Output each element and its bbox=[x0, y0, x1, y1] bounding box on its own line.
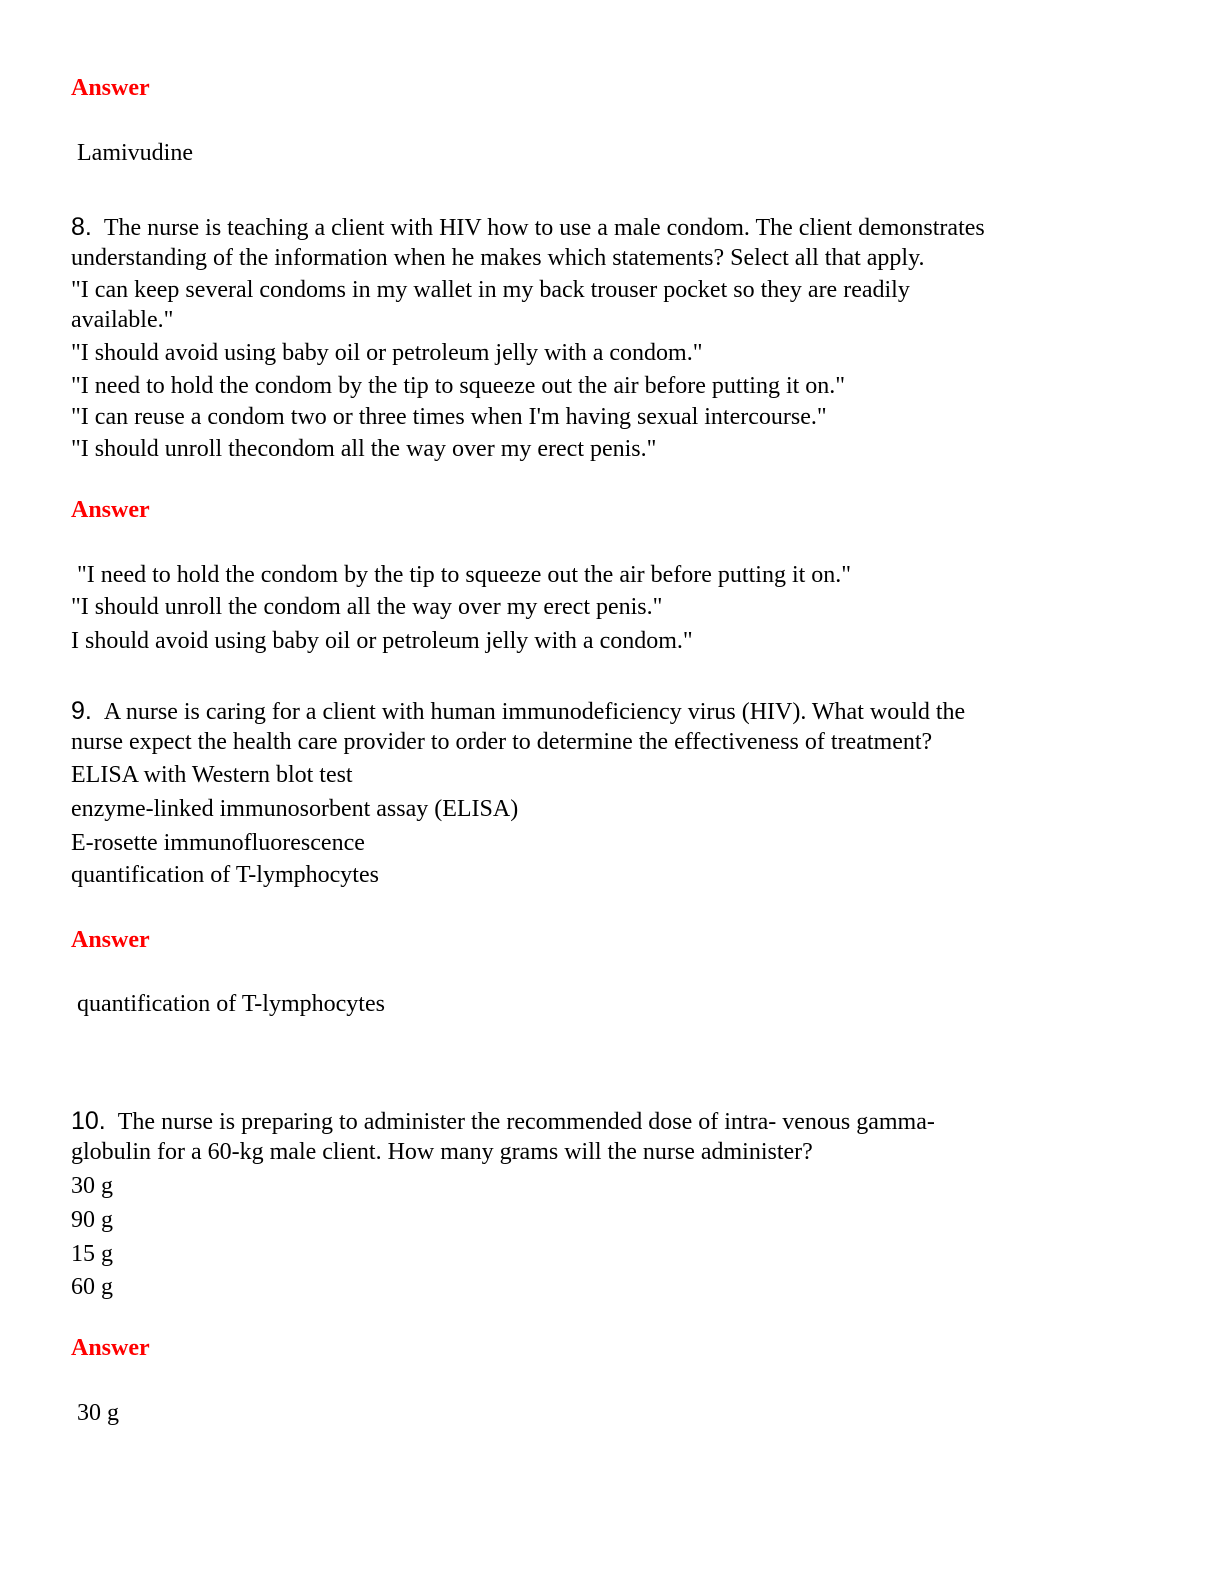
answer-label: Answer bbox=[71, 75, 150, 101]
option: E-rosette immunofluorescence bbox=[71, 830, 365, 856]
option: ELISA with Western blot test bbox=[71, 762, 353, 788]
answer-text bbox=[77, 138, 193, 168]
question-number: 10. bbox=[71, 1107, 106, 1135]
answer-line: "I need to hold the condom by the tip to squeeze out the air before putting it on." bbox=[77, 562, 852, 588]
question-stem: globulin for a 60-kg male client. How many grams will the nurse administer? bbox=[71, 1139, 813, 1165]
answer-label: Answer bbox=[71, 497, 150, 523]
answer-label: Answer bbox=[71, 1335, 150, 1361]
question-8 bbox=[71, 212, 1151, 464]
answer-line: 30 g bbox=[77, 1400, 119, 1426]
answer-line: quantification of T-lymphocytes bbox=[77, 991, 385, 1017]
answer-text bbox=[71, 592, 693, 656]
question-stem: understanding of the information when he makes which statements? Select all that apply. bbox=[71, 245, 925, 271]
option: "I need to hold the condom by the tip to squeeze out the air before putting it on." bbox=[71, 373, 846, 399]
answer-text bbox=[77, 989, 385, 1019]
option: enzyme-linked immunosorbent assay (ELISA) bbox=[71, 796, 519, 822]
answer-line: I should avoid using baby oil or petroleum jelly with a condom." bbox=[71, 628, 693, 654]
answer-text bbox=[77, 1398, 119, 1428]
question-number: 9. bbox=[71, 697, 92, 725]
option: 60 g bbox=[71, 1274, 113, 1300]
question-9 bbox=[71, 696, 1151, 890]
option: 90 g bbox=[71, 1207, 113, 1233]
option: available." bbox=[71, 307, 174, 333]
question-stem: 8. The nurse is teaching a client with HIV how to use a male condom. The client demonstrates bbox=[71, 213, 985, 241]
answer-line: Lamivudine bbox=[77, 140, 193, 166]
question-number: 8. bbox=[71, 213, 92, 241]
question-stem: 9. A nurse is caring for a client with human immunodeficiency virus (HIV). What would the bbox=[71, 697, 966, 725]
question-10 bbox=[71, 1106, 1151, 1302]
option: 15 g bbox=[71, 1241, 113, 1267]
answer-text bbox=[77, 560, 851, 590]
option: quantification of T-lymphocytes bbox=[71, 862, 379, 888]
answer-line: "I should unroll the condom all the way over my erect penis." bbox=[71, 594, 663, 620]
option: "I can reuse a condom two or three times when I'm having sexual intercourse." bbox=[71, 404, 827, 430]
question-stem: nurse expect the health care provider to order to determine the effectiveness of treatment? bbox=[71, 729, 933, 755]
question-stem: 10. The nurse is preparing to administer the recommended dose of intra- venous gamma- bbox=[71, 1107, 935, 1135]
option: "I should unroll thecondom all the way over my erect penis." bbox=[71, 436, 657, 462]
option: 30 g bbox=[71, 1173, 113, 1199]
answer-label: Answer bbox=[71, 927, 150, 953]
option: "I should avoid using baby oil or petroleum jelly with a condom." bbox=[71, 340, 703, 366]
option: "I can keep several condoms in my wallet in my back trouser pocket so they are readily bbox=[71, 277, 910, 303]
